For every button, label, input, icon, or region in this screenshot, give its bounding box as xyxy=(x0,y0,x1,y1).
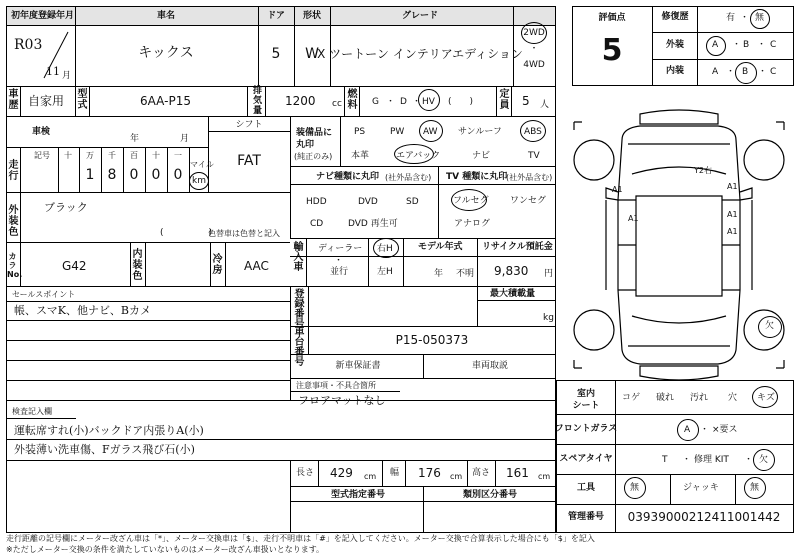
digit-1: 0 xyxy=(173,167,183,183)
navi-label: ナビ種類に丸印 xyxy=(316,172,380,182)
load-unit: kg xyxy=(543,313,554,323)
shift-value: FAT xyxy=(237,153,261,169)
tools-none: 無 xyxy=(630,483,640,493)
length-label: 長さ xyxy=(296,468,315,478)
import-dealer: ディーラー xyxy=(318,244,363,254)
digit-1k: 8 xyxy=(107,167,117,183)
tv-oneseg: ワンセグ xyxy=(510,196,547,206)
registered-label: 登 録 番 号 xyxy=(294,289,305,330)
capacity-label: 定 員 xyxy=(499,89,510,111)
equip-airbag: エアバック xyxy=(396,151,441,161)
navi-cd: CD xyxy=(310,219,324,229)
use-value: 自家用 xyxy=(28,94,65,108)
fuel-g: G xyxy=(372,97,379,107)
navi-dvd: DVD xyxy=(358,197,378,207)
chassis-value: P15-050373 xyxy=(395,333,469,347)
equip-pw: PW xyxy=(390,127,405,137)
door-value: 5 xyxy=(271,46,281,62)
color-no-label: カラ No. xyxy=(7,252,23,279)
tv-sub: (社外品含む) xyxy=(506,173,553,182)
mileage-km: km xyxy=(192,176,206,186)
tv-label: TV 種類に丸印 xyxy=(446,172,508,182)
color-label: 外 装 色 xyxy=(8,205,19,238)
color-no-value: G42 xyxy=(62,259,87,273)
fuel-hv: HV xyxy=(422,97,435,107)
seat-burn: コゲ xyxy=(622,393,641,403)
ac-value: AAC xyxy=(244,259,269,273)
footer-line2: ※ただしメーター交換の条件を満たしていないものはメーター改ざん車扱いとなります。 xyxy=(6,545,325,554)
grade-label: グレード xyxy=(401,11,439,21)
fuel-paren: ( ) xyxy=(448,97,474,107)
navi-dvd-play: DVD 再生可 xyxy=(348,219,398,229)
repair-yes: 有 xyxy=(726,13,736,23)
grade-score-value: 5 xyxy=(601,33,623,68)
import-left: 左H xyxy=(377,267,393,277)
equipment-sub: (純正のみ) xyxy=(294,152,333,161)
mgmt-label: 管理番号 xyxy=(567,512,605,522)
width-value: 176 xyxy=(418,466,441,480)
jack-label: ジャッキ xyxy=(683,483,719,493)
windshield-label: フロントガラス xyxy=(554,424,618,434)
notes-label: 注意事項・不具合箇所 xyxy=(296,381,376,390)
tools-label: 工具 xyxy=(576,483,596,493)
door-label: ドア xyxy=(267,11,285,21)
tv-fullseg: フルセグ xyxy=(453,196,489,206)
repair-label: 修復歴 xyxy=(661,12,689,22)
mgmt-value: 03939000212411001442 xyxy=(627,510,781,524)
drive-2wd: 2WD xyxy=(523,28,545,38)
exterior-dot2: ・ xyxy=(757,40,767,50)
height-value: 161 xyxy=(506,466,529,480)
length-value: 429 xyxy=(330,466,353,480)
mileage-mile: マイル xyxy=(190,160,214,169)
exterior-a: A xyxy=(712,40,719,50)
import-parallel: 並行 xyxy=(330,267,349,277)
capacity-value: 5 xyxy=(522,94,530,108)
sales-label: セールスポイント xyxy=(12,290,76,299)
grade-value: X ツートーン インテリアエディション xyxy=(317,47,523,61)
equip-sunroof: サンルーフ xyxy=(458,127,502,137)
mileage-label: 走 行 xyxy=(8,160,19,182)
recycle-unit: 円 xyxy=(544,269,554,279)
equip-ps: PS xyxy=(354,127,366,137)
unit-10m: 十 xyxy=(64,151,72,160)
diagram-label: Y2右 xyxy=(694,166,712,175)
reg-label: 初年度登録年月 xyxy=(11,11,75,21)
navi-hdd: HDD xyxy=(306,197,327,207)
model-label: 型 式 xyxy=(77,89,88,111)
seat-scratch: キズ xyxy=(757,393,775,403)
front-bumper-missing: 欠 xyxy=(765,321,775,331)
shaken-year: 年 xyxy=(130,134,140,144)
height-unit: cm xyxy=(538,472,551,481)
recycle-value: 9,830 xyxy=(494,264,529,278)
exterior-c: C xyxy=(770,40,777,50)
seat-hole: 穴 xyxy=(728,393,738,403)
equip-tv: TV xyxy=(528,151,540,161)
diagram-mark-2: A1 xyxy=(727,182,738,191)
tv-analog: アナログ xyxy=(454,219,491,229)
repair-none: 無 xyxy=(755,13,765,23)
diagram-mark-4: A1 xyxy=(628,214,639,223)
notes-value: フロアマットなし xyxy=(298,394,386,407)
grade-score-label: 評価点 xyxy=(598,13,626,23)
unit-10: 十 xyxy=(152,151,160,160)
jack-none: 無 xyxy=(750,483,760,493)
inspector-label: 検査記入欄 xyxy=(12,407,52,416)
inner-dot1: ・ xyxy=(726,67,736,77)
exterior-label: 外装 xyxy=(665,40,685,50)
spare-kit: 修理 KIT xyxy=(694,455,729,465)
drive-4wd: 4WD xyxy=(523,60,545,70)
fuel-sep2: ・ xyxy=(412,97,422,107)
shaken-month: 月 xyxy=(180,134,190,144)
seat-tear: 破れ xyxy=(656,393,675,403)
chassis-label: 車 台 番 号 xyxy=(294,327,305,368)
width-unit: cm xyxy=(450,472,463,481)
load-label: 最大積載量 xyxy=(490,289,536,299)
spare-label: スペアタイヤ xyxy=(559,454,613,464)
inner-label: 内装 xyxy=(665,66,685,76)
manual-label: 車両取説 xyxy=(471,361,509,371)
fuel-label: 燃 料 xyxy=(347,89,358,111)
spare-missing: 欠 xyxy=(759,455,769,465)
width-label: 幅 xyxy=(390,468,400,478)
diagram-mark-1: A1 xyxy=(612,185,623,194)
height-label: 高さ xyxy=(472,468,491,478)
displacement-unit: cc xyxy=(332,99,342,109)
unit-100: 百 xyxy=(130,151,138,160)
interior-label: 内 装 色 xyxy=(132,249,143,282)
capacity-unit: 人 xyxy=(540,100,550,110)
model-year-unknown: 不明 xyxy=(456,269,475,279)
windshield-a: A xyxy=(684,425,691,435)
type-no-label: 型式指定番号 xyxy=(330,490,386,500)
unit-10k: 万 xyxy=(86,151,94,160)
fuel-d: D xyxy=(400,97,407,107)
spare-sep: ・ xyxy=(744,455,754,465)
displacement-value: 1200 xyxy=(285,94,316,108)
inner-b: B xyxy=(742,67,749,77)
seat-dirt: 汚れ xyxy=(690,393,709,403)
displacement-label: 排 気 量 xyxy=(252,86,262,116)
reg-era: R03 xyxy=(14,37,43,53)
equip-abs: ABS xyxy=(524,127,542,137)
reg-month: 11 xyxy=(46,65,60,78)
import-dot: ・ xyxy=(334,256,344,266)
import-right: 右H xyxy=(377,244,393,254)
import-label: 輸 入 車 xyxy=(293,242,304,273)
class-no-label: 類別区分番号 xyxy=(462,490,518,500)
model-year-label: モデル年式 xyxy=(418,242,463,252)
shape-value: W xyxy=(305,46,319,62)
digit-100: 0 xyxy=(129,167,139,183)
navi-sub: (社外品含む) xyxy=(385,173,432,182)
digit-10k: 1 xyxy=(85,167,95,183)
warranty-label: 新車保証書 xyxy=(335,361,381,371)
unit-1k: 千 xyxy=(108,151,116,160)
windshield-dot: ・ xyxy=(700,425,710,435)
drive-sep: ・ xyxy=(529,44,539,54)
diagram-mark-3: A1 xyxy=(727,210,738,219)
mileage-mark: 記号 xyxy=(34,151,50,160)
inner-c: C xyxy=(770,67,777,77)
equip-navi: ナビ xyxy=(472,151,491,161)
unit-1: 一 xyxy=(174,151,182,160)
equip-aw: AW xyxy=(423,127,438,137)
length-unit: cm xyxy=(364,472,377,481)
inspector-line1: 運転席すれ(小)バックドア内張りA(小) xyxy=(14,424,204,437)
equip-leather: 本革 xyxy=(351,151,370,161)
navi-sd: SD xyxy=(406,197,419,207)
color-paren: ( ) xyxy=(160,228,213,238)
shape-label: 形状 xyxy=(302,11,322,21)
shift-label: シフト xyxy=(235,120,263,130)
inner-a: A xyxy=(712,67,719,77)
seat-label: 室内 シート xyxy=(572,389,600,411)
spare-dot: ・ xyxy=(682,455,692,465)
digit-10: 0 xyxy=(151,167,161,183)
exterior-b: B xyxy=(743,40,750,50)
exterior-dot1: ・ xyxy=(732,40,742,50)
car-body-diagram xyxy=(562,100,796,390)
windshield-x: ×要ス xyxy=(712,425,738,435)
use-label: 車 歴 xyxy=(8,89,19,111)
sales-value: 帳、スマK、他ナビ、Bカメ xyxy=(14,304,151,317)
equipment-label: 装備品に丸印 xyxy=(296,128,333,150)
ac-label: 冷 房 xyxy=(212,254,223,276)
model-value: 6AA-P15 xyxy=(140,94,191,108)
repair-dot: ・ xyxy=(740,13,750,23)
diagram-mark-5: A1 xyxy=(727,227,738,236)
color-note: 色替車は色替と記入 xyxy=(208,229,280,238)
inspector-line2: 外装薄い洗車傷、Fガラス飛び石(小) xyxy=(14,443,195,456)
inner-dot2: ・ xyxy=(758,67,768,77)
model-year-year: 年 xyxy=(434,269,444,279)
fuel-sep1: ・ xyxy=(386,97,396,107)
car-label: 車名 xyxy=(156,11,176,21)
reg-month-unit: 月 xyxy=(62,71,72,81)
footer-line1: 走行距離の記号欄にメーター改ざん車は「*」、メーター交換車は「$」、走行不明車は「#」を記入してください。メーター交換で合算表示した場合にも「$」を記入 xyxy=(6,534,595,543)
spare-t: T xyxy=(662,455,668,465)
recycle-label: リサイクル預託金 xyxy=(482,242,553,252)
car-name: キックス xyxy=(138,45,194,61)
shaken-label: 車検 xyxy=(32,127,51,137)
color-value: ブラック xyxy=(44,201,88,214)
